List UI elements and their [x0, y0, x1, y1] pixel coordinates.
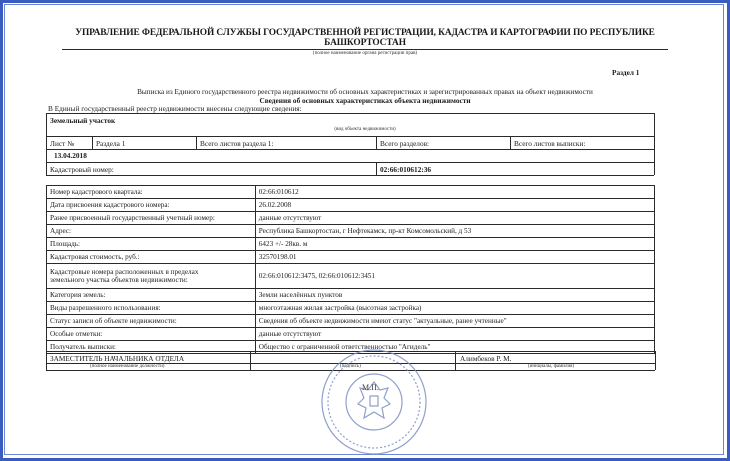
row-label: Дата присвоения кадастрового номера:: [47, 199, 256, 212]
row-value: 32570198.01: [255, 251, 654, 264]
extract-date: 13.04.2018: [54, 151, 87, 160]
row-value: данные отсутствуют: [255, 212, 654, 225]
row-value: 02:66:010612:3475, 02:66:010612:3451: [255, 264, 654, 289]
date-row-bottom: [46, 162, 654, 163]
sheet-divider-1: [92, 136, 93, 149]
agency-underline: [62, 49, 668, 50]
table-row: [47, 199, 655, 212]
row-value: 6423 +/- 28кв. м: [255, 238, 654, 251]
row-label: Категория земель:: [47, 289, 256, 302]
row-value: Сведения об объекте недвижимости имеют статус "актуальные, ранее учтенные": [255, 315, 654, 328]
section-label: Раздел 1: [612, 68, 640, 77]
row-value: многоэтажная жилая застройка (высотная застройка): [255, 302, 654, 315]
object-box-left: [46, 113, 47, 175]
sheet-divider-4: [510, 136, 511, 149]
row-value: 26.02.2008: [255, 199, 654, 212]
signature-divider-2: [455, 351, 456, 370]
table-row: [47, 315, 655, 328]
row-label: Кадастровая стоимость, руб.:: [47, 251, 256, 264]
table-row: [47, 328, 655, 341]
sheet-divider-3: [376, 136, 377, 149]
row-label: Виды разрешенного использования:: [47, 302, 256, 315]
row-label: Адрес:: [47, 225, 256, 238]
table-row: [47, 289, 655, 302]
row-label: Статус записи об объекте недвижимости:: [47, 315, 256, 328]
sheet-row-top: [46, 136, 654, 137]
row-value: Земли населённых пунктов: [255, 289, 654, 302]
row-label-line2: земельного участка объектов недвижимости:: [50, 276, 188, 284]
sheet-number: Лист №: [50, 139, 75, 148]
total-sections: Всего разделов:: [380, 139, 430, 148]
cadastral-value: 02:66:010612:36: [380, 165, 432, 174]
sheet-divider-2: [196, 136, 197, 149]
signature-box-left: [46, 351, 47, 370]
signature-divider-1: [250, 351, 251, 370]
cadastral-divider: [376, 162, 377, 175]
object-box-top: [46, 113, 654, 114]
intro-text: Выписка из Единого государственного реестра недвижимости об основных характеристиках и зарегистрированных правах на объект недвижимости: [137, 88, 593, 96]
signature-box-right: [655, 351, 656, 370]
table-row: [47, 302, 655, 315]
row-label: Получатель выписки:: [47, 341, 256, 354]
table-row: [47, 264, 655, 289]
sheet-row-bottom: [46, 149, 654, 150]
row-value: данные отсутствуют: [255, 328, 654, 341]
stamp-label: М.П.: [362, 383, 379, 392]
table-row: [47, 251, 655, 264]
object-box-right: [654, 113, 655, 175]
total-section-sheets: Всего листов раздела 1:: [200, 139, 274, 148]
row-value: 02:66:010612: [255, 186, 654, 199]
row-label-line1: Кадастровые номера расположенных в пределах: [50, 268, 199, 276]
table-row: [47, 225, 655, 238]
agency-name-line1: УПРАВЛЕНИЕ ФЕДЕРАЛЬНОЙ СЛУЖБЫ ГОСУДАРСТВЕННОЙ РЕГИСТРАЦИИ, КАДАСТРА И КАРТОГРАФИИ ПО РЕСПУБЛИКЕ: [75, 28, 655, 38]
table-row: [47, 212, 655, 225]
official-stamp-icon: [318, 346, 430, 458]
name-caption: (инициалы, фамилия): [528, 364, 575, 369]
position-caption: (полное наименование должности): [90, 364, 165, 369]
total-sheets: Всего листов выписки:: [514, 139, 586, 148]
subtitle: Сведения об основных характеристиках объекта недвижимости: [259, 96, 471, 105]
row-value: Республика Башкортостан, г Нефтекамск, пр-кт Комсомольский, д 53: [255, 225, 654, 238]
characteristics-table: [46, 185, 655, 354]
section-number: Раздела 1: [96, 139, 126, 148]
registry-note: В Единый государственный реестр недвижимости внесены следующие сведения:: [48, 104, 302, 113]
table-row: [47, 238, 655, 251]
signature-caption: (подпись): [340, 364, 361, 369]
agency-name-line2: БАШКОРТОСТАН: [324, 38, 406, 48]
signer-position: ЗАМЕСТИТЕЛЬ НАЧАЛЬНИКА ОТДЕЛА: [50, 354, 185, 363]
signer-name: Алимбеков Р. М.: [460, 354, 512, 363]
row-label: Особые отметки:: [47, 328, 256, 341]
agency-caption: (полное наименование органа регистрации прав): [312, 51, 418, 56]
table-row: [47, 186, 655, 199]
row-value: Общество с ограниченной ответственностью "Агидель": [255, 341, 654, 354]
object-type-caption: (вид объекта недвижимости): [334, 127, 396, 132]
cadastral-label: Кадастровый номер:: [50, 165, 114, 174]
object-box-bottom: [46, 175, 654, 176]
object-type: Земельный участок: [50, 116, 116, 125]
row-label: Площадь:: [47, 238, 256, 251]
row-label: Номер кадастрового квартала:: [47, 186, 256, 199]
row-label: Ранее присвоенный государственный учетный номер:: [47, 212, 256, 225]
row-label: [47, 264, 256, 289]
